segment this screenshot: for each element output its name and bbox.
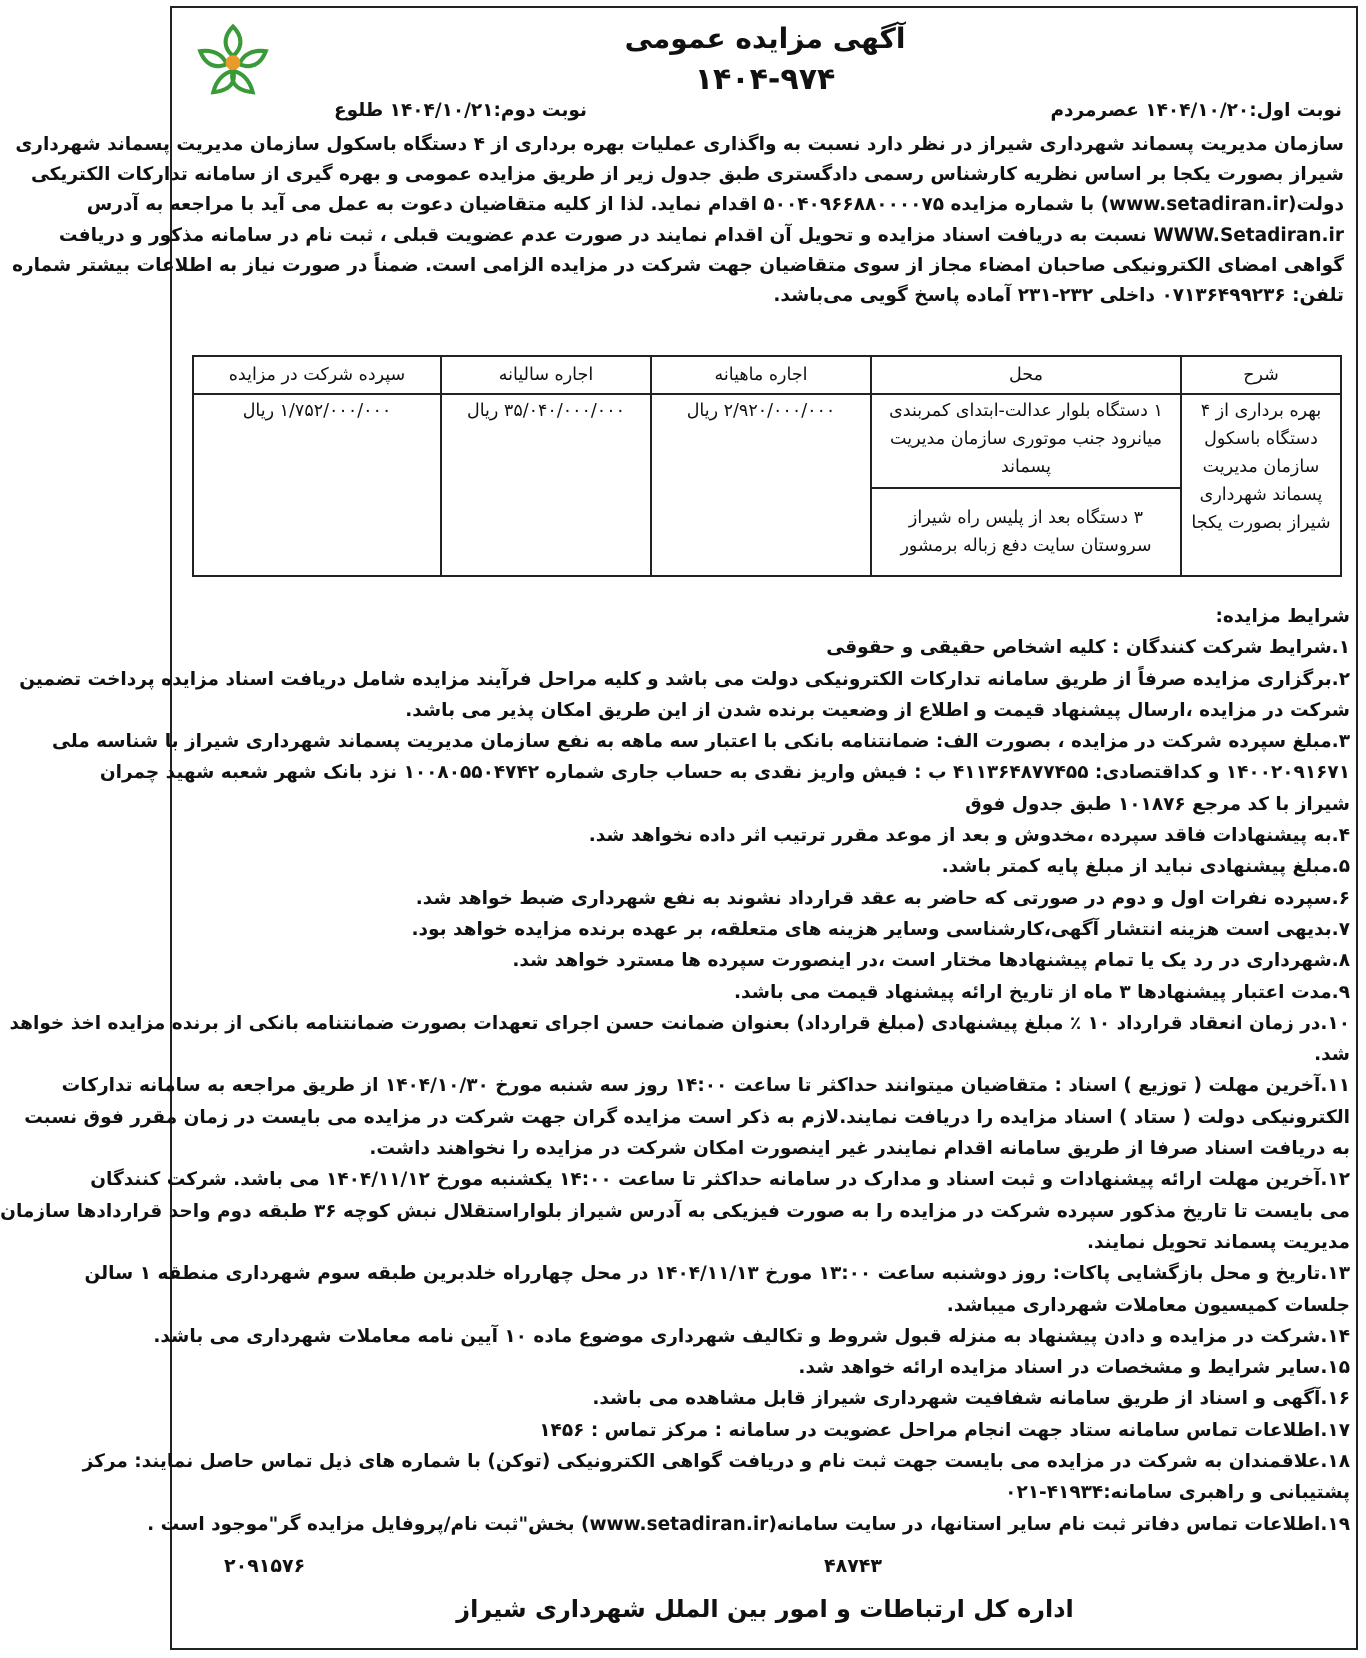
condition-line: ۱۴.شرکت در مزایده و دادن پیشنهاد به منزله قبول شروط و تکالیف شهرداری موضوع ماده ۱۰ آیین نامه معاملات شهرداری می باشد. — [153, 1325, 1350, 1347]
cell-location-1: ۱ دستگاه بلوار عدالت-ابتدای کمربندی میانرود جنب موتوری سازمان مدیریت پسماند — [871, 394, 1181, 488]
condition-line: ۱۹.اطلاعات تماس دفاتر ثبت نام سایر استانها، در سایت سامانه(www.setadiran.ir) بخش"ثبت نام/پروفایل مزایده گر"موجود است . — [147, 1513, 1350, 1535]
condition-line: ۹.مدت اعتبار پیشنهادها ۳ ماه از تاریخ ارائه پیشنهاد قیمت می باشد. — [734, 981, 1350, 1003]
condition-line: ۳.مبلغ سپرده شرکت در مزایده ، بصورت الف: ضمانتنامه بانکی با اعتبار سه ماهه به نفع سازمان مدیریت پسماند شهرداری شیراز با شناسه ملی — [51, 731, 1350, 753]
intro-line: شیراز بصورت یکجا بر اساس نظریه کارشناس رسمی دادگستری طبق جدول زیر از طریق مزایده عمومی و بهره گیری از سامانه تدارکات الکتریکی — [30, 164, 1344, 186]
notice-title: آگهی مزایده عمومی — [624, 22, 906, 55]
conditions-heading: شرایط مزایده: — [1215, 606, 1350, 627]
condition-line: ۱.شرایط شرکت کنندگان : کلیه اشخاص حقیقی و حقوقی — [826, 637, 1350, 659]
condition-line: ۱۲.آخرین مهلت ارائه پیشنهادات و ثبت اسناد و مدارک در سامانه حداکثر تا ساعت ۱۴:۰۰ یکشنبه مورخ ۱۴۰۴/۱۱/۱۲ می باشد. شرکت کنندگان — [90, 1169, 1350, 1191]
condition-line: شد. — [1314, 1044, 1350, 1066]
condition-line: ۱۱.آخرین مهلت ( توزیع ) اسناد : متقاضیان میتوانند حداکثر تا ساعت ۱۴:۰۰ روز سه شنبه مورخ ۱۴۰۴/۱۰/۳۰ از طریق مراجعه به سامانه تدارکات — [61, 1075, 1350, 1097]
intro-line: سازمان مدیریت پسماند شهرداری شیراز در نظر دارد نسبت به واگذاری عملیات بهره برداری از ۴ دستگاه باسکول سازمان مدیریت پسماند شهرداری — [15, 134, 1344, 155]
table-row — [193, 394, 1341, 488]
header-monthly-rent: اجاره ماهیانه — [651, 356, 871, 394]
cell-description: بهره برداری از ۴ دستگاه باسکول سازمان مدیریت پسماند شهرداری شیراز بصورت یکجا — [1181, 394, 1341, 576]
second-run-date: نوبت دوم:۱۴۰۴/۱۰/۲۱ طلوع — [334, 100, 587, 121]
header-yearly-rent: اجاره سالیانه — [441, 356, 651, 394]
table-header-row — [193, 356, 1341, 394]
cell-location-2: ۳ دستگاه بعد از پلیس راه شیراز سروستان سایت دفع زباله برمشور — [871, 488, 1181, 576]
first-run-date: نوبت اول:۱۴۰۴/۱۰/۲۰ عصرمردم — [1050, 100, 1342, 121]
cell-yearly-rent: ۳۵/۰۴۰/۰۰۰/۰۰۰ ریال — [441, 394, 651, 576]
condition-line: ۸.شهرداری در رد یک یا تمام پیشنهادها مختار است ،در اینصورت سپرده ها مسترد خواهد شد. — [512, 950, 1350, 972]
condition-line: ۱۸.علاقمندان به شرکت در مزایده می بایست جهت ثبت نام و دریافت گواهی الکترونیکی (توکن) با شماره های ذیل تماس حاصل نمایند: مرکز — [82, 1451, 1350, 1473]
condition-line: ۱۰.در زمان انعقاد قرارداد ۱۰ ٪ مبلغ پیشنهادی (مبلغ قرارداد) بعنوان ضمانت حسن اجرای تعهدات بصورت ضمانتنامه بانکی از برنده مزایده اخذ خواهد — [9, 1012, 1350, 1034]
condition-line: ۱۴۰۰۲۰۹۱۶۷۱ و کداقتصادی: ۴۱۱۳۶۴۸۷۷۴۵۵ ب : فیش واریز نقدی به حساب جاری شماره ۱۰۰۸۰۵۵۰۴۷۴۲ نزد بانک شهر شعبه شهید چمران — [99, 762, 1350, 784]
intro-line: گواهی امضای الکترونیکی صاحبان امضاء مجاز از سوی متقاضیان جهت شرکت در مزایده الزامی است. ضمناً در صورت نیاز به اطلاعات بیشتر شماره — [12, 254, 1344, 276]
condition-line: پشتیبانی و راهبری سامانه:۴۱۹۳۴-۰۲۱ — [1005, 1482, 1350, 1504]
conditions-section — [0, 601, 1350, 1540]
notice-code-left: ۴۸۷۴۳ — [824, 1555, 882, 1577]
condition-line: مدیریت پسماند تحویل نمایند. — [1086, 1231, 1350, 1253]
intro-line: تلفن: ۰۷۱۳۶۴۹۹۲۳۶ داخلی ۲۳۲-۲۳۱ آماده پاسخ گویی می‌باشد. — [773, 285, 1344, 307]
condition-line: ۶.سپرده نفرات اول و دوم در صورتی که حاضر به عقد قرارداد نشوند به نفع شهرداری ضبط خواهد شد. — [415, 887, 1350, 909]
header-description: شرح — [1181, 356, 1341, 394]
condition-line: ۲.برگزاری مزایده صرفاً از طریق سامانه تدارکات الکترونیکی دولت می باشد و کلیه مراحل فرآیند مزایده شامل دریافت اسناد مزایده پرداخت تضمین — [19, 668, 1350, 690]
cell-deposit: ۱/۷۵۲/۰۰۰/۰۰۰ ریال — [193, 394, 441, 576]
intro-line: WWW.Setadiran.ir نسبت به دریافت اسناد مزایده و تحویل آن اقدام نمایند در صورت عدم عضویت قبلی ، ثبت نام در سامانه مذکور و دریافت — [58, 224, 1344, 246]
header-deposit: سپرده شرکت در مزایده — [193, 356, 441, 394]
condition-line: ۴.به پیشنهادات فاقد سپرده ،مخدوش و بعد از موعد مقرر ترتیب اثر داده نخواهد شد. — [588, 825, 1350, 847]
condition-line: می بایست تا تاریخ مذکور سپرده شرکت در مزایده را به صورت فیزیکی به آدرس شیراز بلواراستقلال نبش کوچه ۳۶ طبقه دوم واحد قراردادها سازمان — [0, 1200, 1350, 1222]
auction-table — [192, 355, 1342, 577]
header-location: محل — [871, 356, 1181, 394]
intro-paragraph — [12, 130, 1344, 311]
cell-monthly-rent: ۲/۹۲۰/۰۰۰/۰۰۰ ریال — [651, 394, 871, 576]
condition-line: ۷.بدیهی است هزینه انتشار آگهی،کارشناسی وسایر هزینه های متعلقه، بر عهده برنده مزایده خواهد بود. — [411, 918, 1350, 940]
auction-number: ۱۴۰۴-۹۷۴ — [694, 62, 836, 97]
condition-line: الکترونیکی دولت ( ستاد ) اسناد مزایده را دریافت نمایند.لازم به ذکر است مزایده گران جهت شرکت در مزایده می بایست در زمان مقرر فوق نسبت — [24, 1106, 1350, 1128]
condition-line: ۱۳.تاریخ و محل بازگشایی پاکات: روز دوشنبه ساعت ۱۳:۰۰ مورخ ۱۴۰۴/۱۱/۱۳ در محل چهارراه خلدبرین طبقه سوم شهرداری منطقه ۱ سالن — [84, 1263, 1350, 1285]
condition-line: به دریافت اسناد صرفا از طریق سامانه اقدام نمایندر غیر اینصورت امکان شرکت در مزایده را نخواهند داشت. — [369, 1138, 1350, 1160]
condition-line: ۱۷.اطلاعات تماس سامانه ستاد جهت انجام مراحل عضویت در سامانه : مرکز تماس : ۱۴۵۶ — [539, 1419, 1350, 1441]
intro-line: دولت(www.setadiran.ir) با شماره مزایده ۵۰۰۴۰۹۶۶۸۸۰۰۰۰۷۵ اقدام نماید. لذا از کلیه متقاضیان دعوت به عمل می آید با مراجعه به آدرس — [86, 194, 1344, 216]
notice-code-right: ۲۰۹۱۵۷۶ — [224, 1555, 306, 1577]
issuer-signature: اداره کل ارتباطات و امور بین الملل شهرداری شیراز — [456, 1595, 1074, 1623]
condition-line: ۱۵.سایر شرایط و مشخصات در اسناد مزایده ارائه خواهد شد. — [798, 1357, 1350, 1379]
condition-line: ۱۶.آگهی و اسناد از طریق سامانه شفافیت شهرداری شیراز قابل مشاهده می باشد. — [592, 1388, 1350, 1410]
condition-line: جلسات کمیسیون معاملات شهرداری میباشد. — [946, 1294, 1350, 1316]
condition-line: شرکت در مزایده ،ارسال پیشنهاد قیمت و اطلاع از وضعیت برنده شدن از این طریق امکان پذیر می باشد. — [405, 699, 1350, 721]
condition-line: شیراز با کد مرجع ۱۰۱۸۷۶ طبق جدول فوق — [965, 793, 1350, 815]
condition-line: ۵.مبلغ پیشنهادی نباید از مبلغ پایه کمتر باشد. — [941, 856, 1350, 878]
